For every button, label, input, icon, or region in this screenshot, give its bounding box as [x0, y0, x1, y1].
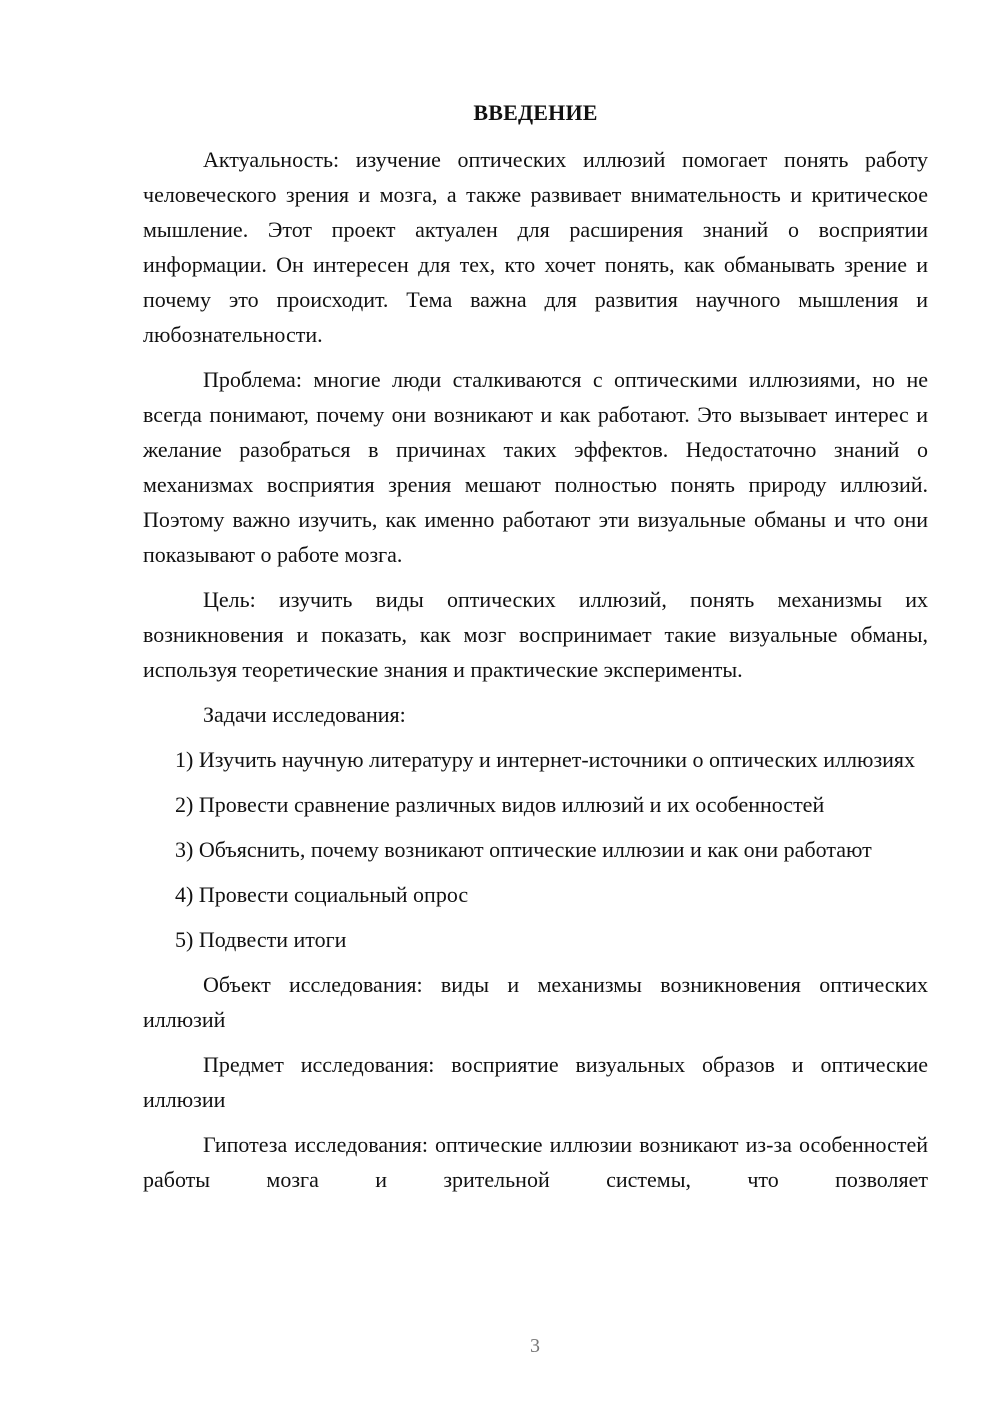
paragraph-subject: Предмет исследования: восприятие визуальных образов и оптические иллюзии — [143, 1052, 928, 1112]
task-item-3: 3) Объяснить, почему возникают оптические иллюзии и как они работают — [175, 837, 872, 862]
paragraph-object: Объект исследования: виды и механизмы возникновения оптических иллюзий — [143, 972, 928, 1032]
task-item-4: 4) Провести социальный опрос — [175, 882, 469, 907]
paragraph-hypothesis: Гипотеза исследования: оптические иллюзии возникают из-за особенностей работы мозга и зрительной системы, что позволяет — [143, 1132, 928, 1192]
task-item-2: 2) Провести сравнение различных видов иллюзий и их особенностей — [175, 792, 825, 817]
tasks-title: Задачи исследования: — [203, 702, 406, 727]
page-number: 3 — [530, 1335, 540, 1357]
paragraph-goal: Цель: изучить виды оптических иллюзий, понять механизмы их возникновения и показать, как мозг воспринимает такие визуальные обманы, используя теоретические знания и практические эксперименты. — [143, 587, 928, 682]
section-heading: ВВЕДЕНИЕ — [473, 100, 598, 125]
task-item-1: 1) Изучить научную литературу и интернет-источники о оптических иллюзиях — [175, 747, 916, 772]
paragraph-relevance: Актуальность: изучение оптических иллюзий помогает понять работу человеческого зрения и мозга, а также развивает внимательность и критическое мышление. Этот проект актуален для расширения знаний о восприятии информации. Он интересен для тех, кто хочет понять, как обманывать зрение и почему это происходит. Тема важна для развития научного мышления и любознательности. — [143, 147, 928, 347]
paragraph-problem: Проблема: многие люди сталкиваются с оптическими иллюзиями, но не всегда понимают, почему они возникают и как работают. Это вызывает интерес и желание разобраться в причинах таких эффектов. Недостаточно знаний о механизмах восприятия зрения мешают полностью понять природу иллюзий. Поэтому важно изучить, как именно работают эти визуальные обманы и что они показывают о работе мозга. — [143, 367, 928, 567]
document-page — [143, 95, 928, 1197]
task-item-5: 5) Подвести итоги — [175, 927, 347, 952]
